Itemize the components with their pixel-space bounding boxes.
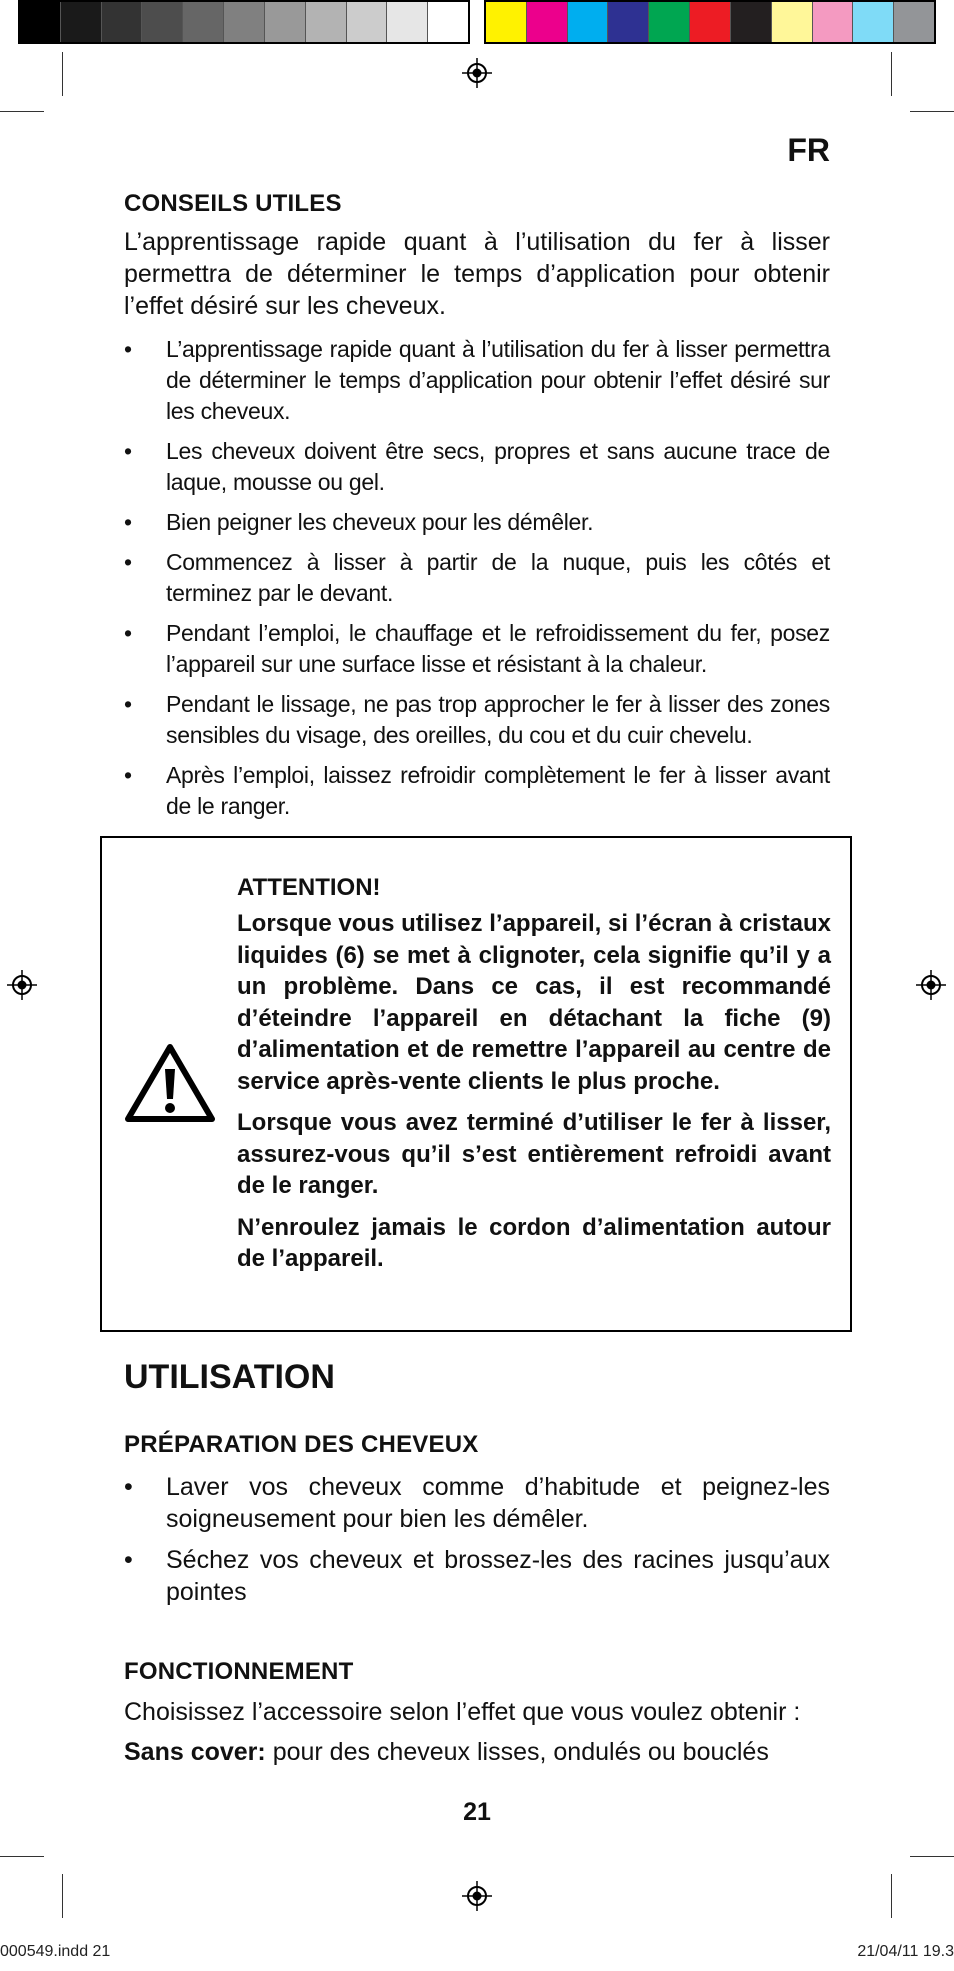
color-swatch [527,2,568,42]
bullet-icon: • [124,509,132,535]
registration-mark-icon [916,970,946,1000]
bullet-icon: • [124,1473,133,1501]
color-swatch [142,2,183,42]
color-swatch [20,2,61,42]
crop-mark [910,1856,954,1857]
color-swatch [649,2,690,42]
usage-heading: UTILISATION [124,1358,335,1396]
warning-text [237,874,831,1285]
color-swatch [853,2,894,42]
list-item [124,760,830,822]
registration-mark-icon [462,58,492,88]
bullet-icon: • [124,1546,133,1574]
crop-mark [891,1874,892,1918]
tips-intro: L’apprentissage rapide quant à l’utilisation du fer à lisser permettra de déterminer le temps d’application pour obtenir l’effet désiré sur les cheveux. [124,228,830,320]
color-swatch [265,2,306,42]
grayscale-color-bar [18,0,470,44]
crop-mark [62,52,63,96]
crop-mark [0,1856,44,1857]
file-slug: 000549.indd 21 [0,1943,111,1960]
color-swatch [224,2,265,42]
color-swatch [894,2,934,42]
usage-section [124,1358,830,1768]
color-swatch [387,2,428,42]
bullet-icon: • [124,336,132,362]
list-item-text: Séchez vos cheveux et brossez-les des racines jusqu’aux pointes [166,1546,830,1606]
color-swatch [102,2,143,42]
option-description: pour des cheveux lisses, ondulés ou bouclés [265,1738,769,1766]
list-item-text: Laver vos cheveux comme d’habitude et peignez-les soigneusement pour bien les démêler. [166,1473,830,1533]
list-item [124,1544,830,1608]
color-swatch [690,2,731,42]
list-item-text: Pendant l’emploi, le chauffage et le refroidissement du fer, posez l’appareil sur une surface lisse et résistant à la chaleur. [166,620,830,677]
color-swatch [608,2,649,42]
bullet-icon: • [124,549,132,575]
registration-mark-icon [7,970,37,1000]
warning-box [100,836,852,1332]
list-item-text: Pendant le lissage, ne pas trop approcher le fer à lisser des zones sensibles du visage, des oreilles, du cou et du cuir chevelu. [166,691,830,748]
operation-heading: FONCTIONNEMENT [124,1658,354,1685]
warning-triangle-icon [124,1041,216,1125]
color-swatch [731,2,772,42]
preparation-list [124,1471,830,1608]
language-code: FR [787,132,830,168]
list-item-text: L’apprentissage rapide quant à l’utilisation du fer à lisser permettra de déterminer le temps d’application pour obtenir l’effet désiré sur les cheveux. [166,336,830,424]
color-swatch [772,2,813,42]
tips-list [124,334,830,822]
tips-heading: CONSEILS UTILES [124,190,342,217]
list-item-text: Après l’emploi, laissez refroidir complètement le fer à lisser avant de le ranger. [166,762,830,819]
crop-mark [0,111,44,112]
color-swatch [813,2,854,42]
crop-mark [62,1874,63,1918]
operation-intro: Choisissez l’accessoire selon l’effet que vous voulez obtenir : [124,1698,801,1726]
list-item [124,618,830,680]
bullet-icon: • [124,438,132,464]
warning-paragraph: Lorsque vous avez terminé d’utiliser le fer à lisser, assurez-vous qu’il s’est entièrement refroidi avant de le ranger. [237,1109,831,1199]
warning-paragraph: N’enroulez jamais le cordon d’alimentation autour de l’appareil. [237,1213,831,1272]
bullet-icon: • [124,762,132,788]
bullet-icon: • [124,620,132,646]
color-swatch [306,2,347,42]
preparation-heading: PRÉPARATION DES CHEVEUX [124,1431,479,1458]
list-item-text: Les cheveux doivent être secs, propres et sans aucune trace de laque, mousse ou gel. [166,438,830,495]
crop-mark [891,52,892,96]
warning-title: ATTENTION! [237,874,381,901]
date-slug: 21/04/11 19.3 [857,1943,954,1960]
registration-mark-icon [462,1881,492,1911]
page-number: 21 [463,1798,491,1826]
color-swatch [347,2,388,42]
tips-section [124,190,830,831]
list-item [124,547,830,609]
color-swatch [428,2,468,42]
option-label: Sans cover: [124,1738,266,1766]
bullet-icon: • [124,691,132,717]
list-item [124,689,830,751]
list-item [124,436,830,498]
warning-paragraph: Lorsque vous utilisez l’appareil, si l’écran à cristaux liquides (6) se met à clignoter, cela signifie qu’il y a un problème. Dans ce cas, il est recommandé d’éteindre l’appareil en détachant la fiche (9) d’alimentation et de remettre l’appareil au centre de service après-vente clients le plus proche. [237,910,831,1095]
operation-option [124,1736,830,1768]
color-swatch [486,2,527,42]
list-item-text: Bien peigner les cheveux pour les démêler. [166,509,594,535]
crop-mark [910,111,954,112]
list-item [124,1471,830,1535]
color-swatch [61,2,102,42]
color-swatch [183,2,224,42]
process-color-bar [484,0,936,44]
list-item [124,334,830,427]
color-swatch [568,2,609,42]
list-item-text: Commencez à lisser à partir de la nuque, puis les côtés et terminez par le devant. [166,549,830,606]
list-item [124,507,830,538]
